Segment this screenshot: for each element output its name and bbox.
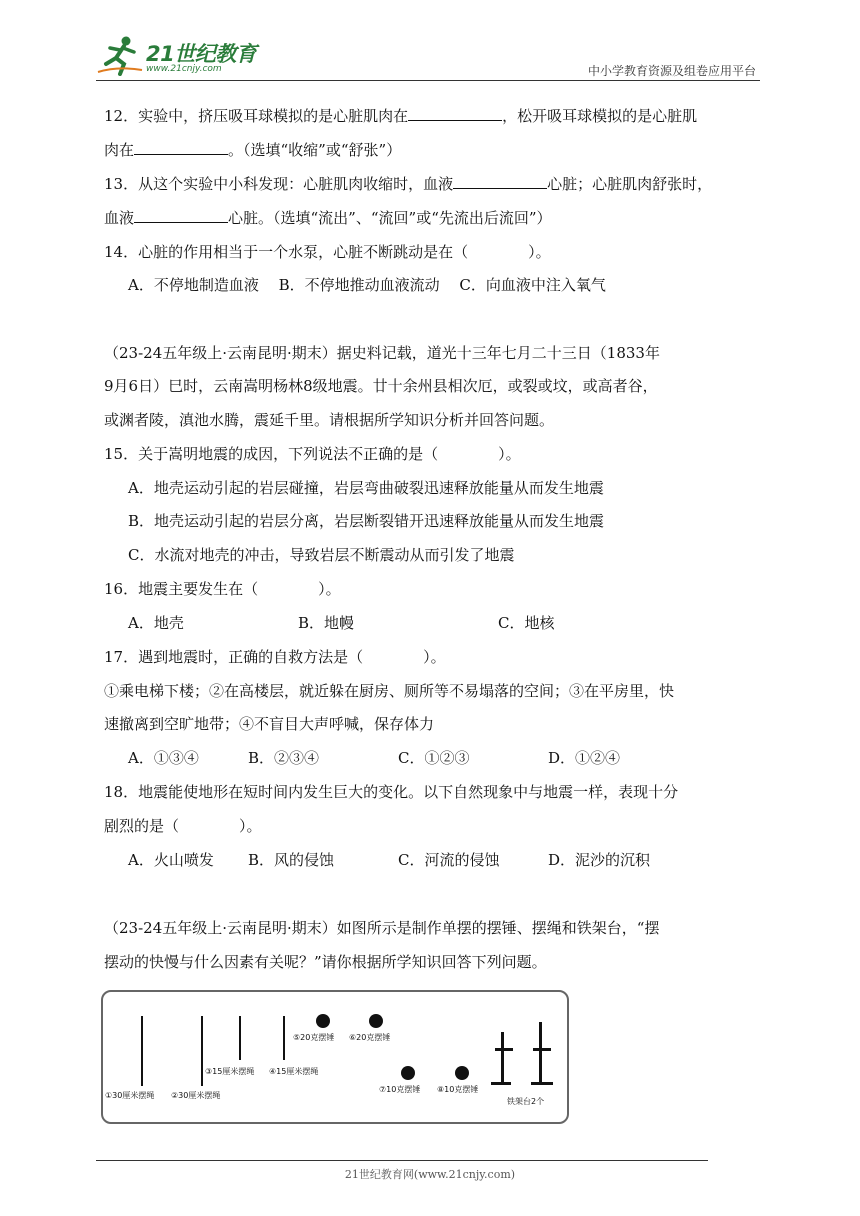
q18-option-b: B．风的侵蚀 <box>248 851 335 869</box>
q14-options: A．不停地制造血液 B．不停地推动血液流动 C．向血液中注入氧气 <box>128 276 606 294</box>
site-logo <box>96 34 266 76</box>
rope-4 <box>283 1016 285 1060</box>
label-bob-5: ⑤20克摆锤 <box>293 1033 335 1042</box>
footer-rule <box>96 1160 708 1161</box>
q13-line1: 13．从这个实验中小科发现：心脏肌肉收缩时，血液 心脏；心脏肌肉舒张时， <box>104 175 713 193</box>
passage2-line2: 摆动的快慢与什么因素有关呢？”请你根据所学知识回答下列问题。 <box>104 953 547 971</box>
bob-6 <box>369 1014 383 1028</box>
q18-stem-line2: 剧烈的是（ ）。 <box>104 817 262 835</box>
q12-blank1[interactable] <box>408 106 502 121</box>
q17-stem: 17．遇到地震时，正确的自救方法是（ ）。 <box>104 648 446 666</box>
q17-line1: ①乘电梯下楼；②在高楼层，就近躲在厨房、厕所等不易塌落的空间；③在平房里，快 <box>104 682 675 700</box>
label-rope-4: ④15厘米摆绳 <box>269 1067 319 1076</box>
q17-line2: 速撤离到空旷地带；④不盲目大声呼喊，保存体力 <box>104 715 435 733</box>
q16-option-b: B．地幔 <box>298 614 355 632</box>
q17-option-a: A．①③④ <box>128 749 199 767</box>
passage2-line1: （23-24五年级上·云南昆明·期末）如图所示是制作单摆的摆锤、摆绳和铁架台，“摆 <box>104 919 660 937</box>
label-stands: 铁架台2个 <box>507 1097 545 1106</box>
q12-blank2[interactable] <box>134 140 228 155</box>
q15-option-b: B．地壳运动引起的岩层分离，岩层断裂错开迅速释放能量从而发生地震 <box>128 512 605 530</box>
runner-logo-icon <box>96 34 144 76</box>
q17-option-b: B．②③④ <box>248 749 320 767</box>
q15-option-a: A．地壳运动引起的岩层碰撞，岩层弯曲破裂迅速释放能量从而发生地震 <box>128 479 604 497</box>
rope-2 <box>201 1016 203 1086</box>
q17-option-c: C．①②③ <box>398 749 470 767</box>
stand-1-arm <box>495 1048 513 1051</box>
rope-1 <box>141 1016 143 1086</box>
stand-1-base <box>491 1082 511 1085</box>
page-header <box>96 34 760 80</box>
stand-2-base <box>531 1082 553 1085</box>
label-bob-6: ⑥20克摆锤 <box>349 1033 391 1042</box>
platform-title: 中小学教育资源及组卷应用平台 <box>587 64 756 78</box>
q18-option-a: A．火山喷发 <box>128 851 214 869</box>
label-bob-8: ⑧10克摆锤 <box>437 1085 479 1094</box>
q13-blank1[interactable] <box>453 174 547 189</box>
bob-5 <box>316 1014 330 1028</box>
page-footer: 21世纪教育网(www.21cnjy.com) <box>344 1168 516 1181</box>
q12-line2: 肉在 。（选填“收缩”或“舒张”） <box>104 141 402 159</box>
q15-option-c: C．水流对地壳的冲击，导致岩层不断震动从而引发了地震 <box>128 546 515 564</box>
label-rope-2: ②30厘米摆绳 <box>171 1091 221 1100</box>
pendulum-materials-figure <box>101 990 569 1124</box>
stand-2-pole <box>539 1022 542 1084</box>
q18-option-c: C．河流的侵蚀 <box>398 851 500 869</box>
label-bob-7: ⑦10克摆锤 <box>379 1085 421 1094</box>
rope-3 <box>239 1016 241 1060</box>
q12-line1: 12．实验中，挤压吸耳球模拟的是心脏肌肉在 ，松开吸耳球模拟的是心脏肌 <box>104 107 698 125</box>
q14-stem: 14．心脏的作用相当于一个水泵，心脏不断跳动是在（ ）。 <box>104 243 551 261</box>
stand-1-pole <box>501 1032 504 1084</box>
q17-option-d: D．①②④ <box>548 749 621 767</box>
q16-option-c: C．地核 <box>498 614 555 632</box>
q16-stem: 16．地震主要发生在（ ）。 <box>104 580 341 598</box>
bob-8 <box>455 1066 469 1080</box>
stand-2-arm <box>533 1048 551 1051</box>
q18-stem-line1: 18．地震能使地形在短时间内发生巨大的变化。以下自然现象中与地震一样，表现十分 <box>104 783 679 801</box>
passage1-line3: 或渊者陵，滇池水腾，震延千里。请根据所学知识分析并回答问题。 <box>104 411 555 429</box>
bob-7 <box>401 1066 415 1080</box>
q16-option-a: A．地壳 <box>128 614 184 632</box>
header-rule <box>96 80 760 81</box>
q13-blank2[interactable] <box>134 208 228 223</box>
label-rope-3: ③15厘米摆绳 <box>205 1067 255 1076</box>
q15-stem: 15．关于嵩明地震的成因，下列说法不正确的是（ ）。 <box>104 445 521 463</box>
q13-line2: 血液 心脏。（选填“流出”、“流回”或“先流出后流回”） <box>104 209 552 227</box>
logo-text: 21世纪教育 <box>146 42 257 66</box>
logo-url: www.21cnjy.com <box>146 64 222 74</box>
passage1-line1: （23-24五年级上·云南昆明·期末）据史料记载，道光十三年七月二十三日（1833年 <box>104 344 660 362</box>
passage1-line2: 9月6日）巳时，云南嵩明杨林8级地震。廿十余州县相次厄，或裂或坟，或高者谷， <box>104 377 658 395</box>
q18-option-d: D．泥沙的沉积 <box>548 851 651 869</box>
label-rope-1: ①30厘米摆绳 <box>105 1091 155 1100</box>
